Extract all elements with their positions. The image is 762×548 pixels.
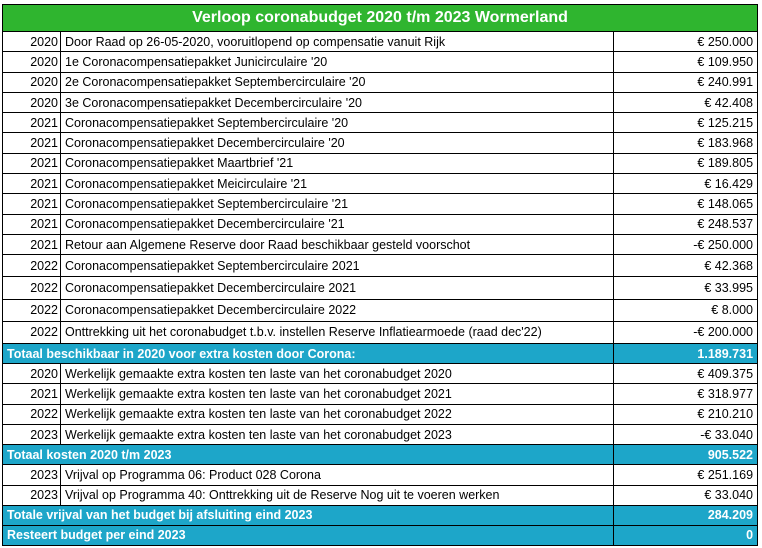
amount-cell[interactable]: -€ 33.040 [614, 424, 758, 444]
year-cell[interactable]: 2020 [3, 52, 61, 72]
table-row [3, 52, 758, 72]
spreadsheet [2, 4, 757, 546]
table-row [3, 214, 758, 234]
total-release-row-label[interactable]: Totale vrijval van het budget bij afsluiting eind 2023 [3, 505, 614, 525]
amount-cell[interactable]: € 8.000 [614, 299, 758, 321]
table-row [3, 32, 758, 52]
table-title[interactable]: Verloop coronabudget 2020 t/m 2023 Wormerland [3, 5, 758, 32]
amount-cell[interactable]: € 250.000 [614, 32, 758, 52]
table-row [3, 485, 758, 505]
total-available-row [3, 344, 758, 364]
description-cell[interactable]: Werkelijk gemaakte extra kosten ten laste van het coronabudget 2020 [61, 364, 614, 384]
amount-cell[interactable]: € 248.537 [614, 214, 758, 234]
amount-cell[interactable]: € 251.169 [614, 465, 758, 485]
description-cell[interactable]: Coronacompensatiepakket Decembercirculaire 2021 [61, 277, 614, 299]
amount-cell[interactable]: € 318.977 [614, 384, 758, 404]
year-cell[interactable]: 2020 [3, 72, 61, 92]
table-row [3, 255, 758, 277]
description-cell[interactable]: Coronacompensatiepakket Septembercirculaire '21 [61, 194, 614, 214]
amount-cell[interactable]: € 109.950 [614, 52, 758, 72]
description-cell[interactable]: Retour aan Algemene Reserve door Raad beschikbaar gesteld voorschot [61, 234, 614, 254]
year-cell[interactable]: 2020 [3, 32, 61, 52]
table-row [3, 404, 758, 424]
total-release-row [3, 505, 758, 525]
table-row [3, 424, 758, 444]
year-cell[interactable]: 2022 [3, 277, 61, 299]
year-cell[interactable]: 2020 [3, 92, 61, 112]
description-cell[interactable]: Coronacompensatiepakket Decembercirculaire 2022 [61, 299, 614, 321]
table-row [3, 277, 758, 299]
table-row [3, 92, 758, 112]
year-cell[interactable]: 2023 [3, 465, 61, 485]
amount-cell[interactable]: € 183.968 [614, 133, 758, 153]
table-row [3, 194, 758, 214]
description-cell[interactable]: 2e Coronacompensatiepakket Septembercirculaire '20 [61, 72, 614, 92]
total-release-row-amount[interactable]: 284.209 [614, 505, 758, 525]
description-cell[interactable]: Coronacompensatiepakket Septembercirculaire 2021 [61, 255, 614, 277]
total-available-row-label[interactable]: Totaal beschikbaar in 2020 voor extra kosten door Corona: [3, 344, 614, 364]
table-row [3, 113, 758, 133]
total-costs-row [3, 445, 758, 465]
table-row [3, 234, 758, 254]
year-cell[interactable]: 2021 [3, 153, 61, 173]
description-cell[interactable]: Coronacompensatiepakket Meicirculaire '21 [61, 174, 614, 194]
description-cell[interactable]: Onttrekking uit het coronabudget t.b.v. instellen Reserve Inflatiearmoede (raad dec'22) [61, 321, 614, 343]
amount-cell[interactable]: € 409.375 [614, 364, 758, 384]
year-cell[interactable]: 2022 [3, 255, 61, 277]
year-cell[interactable]: 2021 [3, 234, 61, 254]
remaining-row-amount[interactable]: 0 [614, 525, 758, 545]
table-row [3, 72, 758, 92]
table-row [3, 153, 758, 173]
amount-cell[interactable]: € 33.040 [614, 485, 758, 505]
description-cell[interactable]: Werkelijk gemaakte extra kosten ten laste van het coronabudget 2023 [61, 424, 614, 444]
table-row [3, 364, 758, 384]
description-cell[interactable]: Coronacompensatiepakket Decembercirculaire '20 [61, 133, 614, 153]
amount-cell[interactable]: € 42.408 [614, 92, 758, 112]
table-row [3, 174, 758, 194]
budget-table [2, 4, 758, 546]
description-cell[interactable]: Coronacompensatiepakket Septembercirculaire '20 [61, 113, 614, 133]
year-cell[interactable]: 2022 [3, 404, 61, 424]
table-row [3, 321, 758, 343]
amount-cell[interactable]: € 148.065 [614, 194, 758, 214]
year-cell[interactable]: 2021 [3, 113, 61, 133]
description-cell[interactable]: Coronacompensatiepakket Maartbrief '21 [61, 153, 614, 173]
description-cell[interactable]: Werkelijk gemaakte extra kosten ten laste van het coronabudget 2021 [61, 384, 614, 404]
amount-cell[interactable]: € 189.805 [614, 153, 758, 173]
description-cell[interactable]: 1e Coronacompensatiepakket Junicirculaire '20 [61, 52, 614, 72]
year-cell[interactable]: 2023 [3, 485, 61, 505]
table-row [3, 384, 758, 404]
year-cell[interactable]: 2022 [3, 321, 61, 343]
year-cell[interactable]: 2022 [3, 299, 61, 321]
year-cell[interactable]: 2021 [3, 214, 61, 234]
amount-cell[interactable]: -€ 200.000 [614, 321, 758, 343]
description-cell[interactable]: Coronacompensatiepakket Decembercirculaire '21 [61, 214, 614, 234]
year-cell[interactable]: 2021 [3, 174, 61, 194]
year-cell[interactable]: 2021 [3, 194, 61, 214]
year-cell[interactable]: 2020 [3, 364, 61, 384]
description-cell[interactable]: Werkelijk gemaakte extra kosten ten laste van het coronabudget 2022 [61, 404, 614, 424]
total-costs-row-label[interactable]: Totaal kosten 2020 t/m 2023 [3, 445, 614, 465]
amount-cell[interactable]: € 42.368 [614, 255, 758, 277]
description-cell[interactable]: Vrijval op Programma 06: Product 028 Corona [61, 465, 614, 485]
year-cell[interactable]: 2021 [3, 133, 61, 153]
amount-cell[interactable]: € 210.210 [614, 404, 758, 424]
remaining-row-label[interactable]: Resteert budget per eind 2023 [3, 525, 614, 545]
table-row [3, 299, 758, 321]
amount-cell[interactable]: € 33.995 [614, 277, 758, 299]
total-available-row-amount[interactable]: 1.189.731 [614, 344, 758, 364]
description-cell[interactable]: 3e Coronacompensatiepakket Decembercirculaire '20 [61, 92, 614, 112]
amount-cell[interactable]: € 125.215 [614, 113, 758, 133]
table-row [3, 133, 758, 153]
amount-cell[interactable]: € 240.991 [614, 72, 758, 92]
amount-cell[interactable]: -€ 250.000 [614, 234, 758, 254]
description-cell[interactable]: Door Raad op 26-05-2020, vooruitlopend op compensatie vanuit Rijk [61, 32, 614, 52]
total-costs-row-amount[interactable]: 905.522 [614, 445, 758, 465]
table-row [3, 465, 758, 485]
description-cell[interactable]: Vrijval op Programma 40: Onttrekking uit de Reserve Nog uit te voeren werken [61, 485, 614, 505]
title-row [3, 5, 758, 32]
amount-cell[interactable]: € 16.429 [614, 174, 758, 194]
remaining-row [3, 525, 758, 545]
year-cell[interactable]: 2023 [3, 424, 61, 444]
year-cell[interactable]: 2021 [3, 384, 61, 404]
